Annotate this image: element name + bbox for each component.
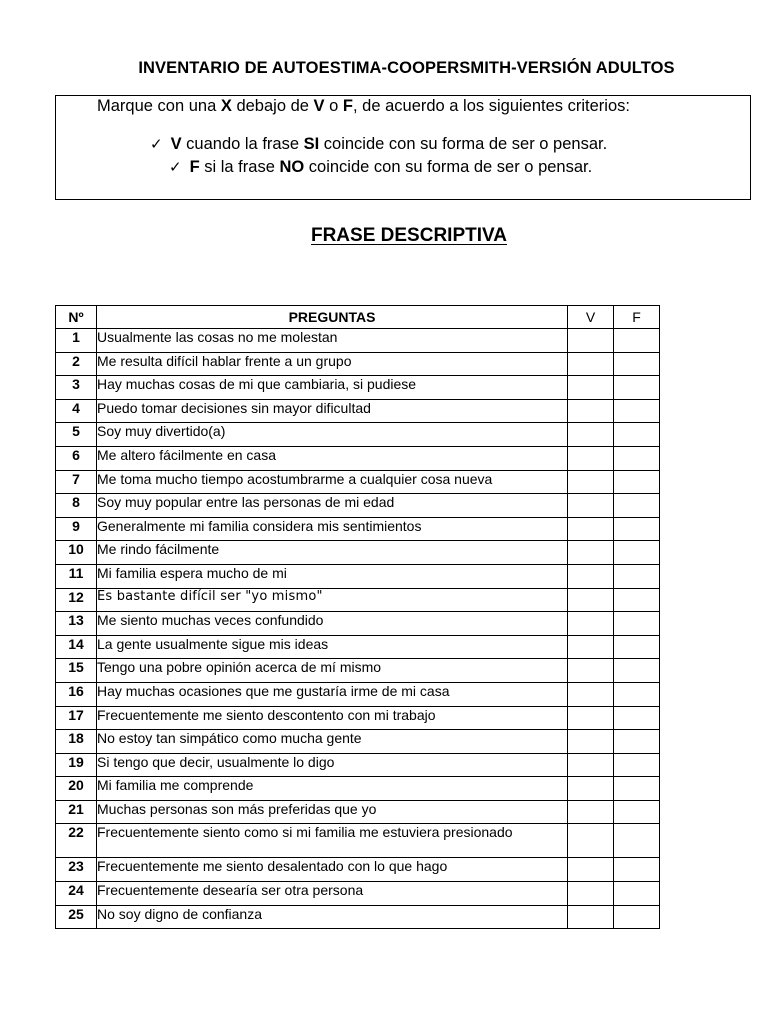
answer-cell-f[interactable] — [614, 423, 660, 447]
instructions-box — [55, 95, 751, 200]
table-row — [56, 706, 660, 730]
question-number: 8 — [56, 494, 97, 518]
answer-cell-f[interactable] — [614, 659, 660, 683]
question-number: 5 — [56, 423, 97, 447]
question-number: 23 — [56, 858, 97, 882]
table-row — [56, 730, 660, 754]
header-number: Nº — [56, 306, 97, 329]
question-number: 12 — [56, 588, 97, 612]
question-text: No estoy tan simpático como mucha gente — [97, 730, 568, 754]
answer-cell-f[interactable] — [614, 882, 660, 906]
answer-cell-v[interactable] — [568, 706, 614, 730]
answer-cell-v[interactable] — [568, 329, 614, 353]
table-row — [56, 446, 660, 470]
answer-cell-f[interactable] — [614, 730, 660, 754]
question-text: Hay muchas ocasiones que me gustaría irme de mi casa — [97, 682, 568, 706]
table-row — [56, 659, 660, 683]
criterion-key: V — [170, 135, 182, 153]
criterion-text: coincide con su forma de ser o pensar. — [319, 135, 608, 153]
answer-cell-f[interactable] — [614, 777, 660, 801]
criterion-v — [150, 135, 607, 154]
header-questions: PREGUNTAS — [97, 306, 568, 329]
instructions-text — [97, 97, 630, 116]
section-heading — [0, 225, 768, 247]
criterion-text: si la frase — [199, 158, 280, 176]
criterion-emphasis: SI — [303, 135, 320, 153]
question-text: Soy muy popular entre las personas de mi edad — [97, 494, 568, 518]
question-number: 7 — [56, 470, 97, 494]
table-row — [56, 882, 660, 906]
question-text: Puedo tomar decisiones sin mayor dificultad — [97, 399, 568, 423]
instructions-middle: debajo de — [231, 97, 314, 115]
criterion-text: cuando la frase — [181, 135, 304, 153]
question-text: Generalmente mi familia considera mis sentimientos — [97, 517, 568, 541]
table-row — [56, 858, 660, 882]
answer-cell-v[interactable] — [568, 564, 614, 588]
answer-cell-f[interactable] — [614, 470, 660, 494]
question-text: Muchas personas son más preferidas que yo — [97, 800, 568, 824]
question-text: Frecuentemente me siento desalentado con lo que hago — [97, 858, 568, 882]
answer-cell-f[interactable] — [614, 494, 660, 518]
table-row — [56, 800, 660, 824]
question-number: 4 — [56, 399, 97, 423]
question-number: 22 — [56, 824, 97, 858]
answer-cell-v[interactable] — [568, 399, 614, 423]
answer-cell-v[interactable] — [568, 777, 614, 801]
instructions-f: F — [342, 97, 353, 115]
answer-cell-v[interactable] — [568, 800, 614, 824]
table-row — [56, 329, 660, 353]
instructions-prefix: Marque con una — [97, 97, 221, 115]
criterion-f — [169, 158, 592, 177]
table-row — [56, 541, 660, 565]
question-number: 24 — [56, 882, 97, 906]
table-header-row — [56, 306, 660, 329]
question-text: Mi familia me comprende — [97, 777, 568, 801]
answer-cell-v[interactable] — [568, 682, 614, 706]
answer-cell-f[interactable] — [614, 446, 660, 470]
question-text: Si tengo que decir, usualmente lo digo — [97, 753, 568, 777]
answer-cell-v[interactable] — [568, 730, 614, 754]
question-number: 17 — [56, 706, 97, 730]
question-text: Frecuentemente desearía ser otra persona — [97, 882, 568, 906]
answer-cell-f[interactable] — [614, 905, 660, 929]
question-text: Soy muy divertido(a) — [97, 423, 568, 447]
instructions-v: V — [313, 97, 325, 115]
checkmark-icon: ✓ — [150, 135, 163, 153]
table-row — [56, 423, 660, 447]
question-number: 16 — [56, 682, 97, 706]
question-number: 6 — [56, 446, 97, 470]
question-number: 20 — [56, 777, 97, 801]
answer-cell-v[interactable] — [568, 659, 614, 683]
answer-cell-f[interactable] — [614, 541, 660, 565]
table-row — [56, 376, 660, 400]
criterion-emphasis: NO — [279, 158, 305, 176]
table-row — [56, 399, 660, 423]
table-row — [56, 905, 660, 929]
question-text: Tengo una pobre opinión acerca de mí mismo — [97, 659, 568, 683]
question-number: 10 — [56, 541, 97, 565]
answer-cell-v[interactable] — [568, 588, 614, 612]
table-row — [56, 470, 660, 494]
answer-cell-v[interactable] — [568, 753, 614, 777]
answer-cell-f[interactable] — [614, 753, 660, 777]
answer-cell-f[interactable] — [614, 376, 660, 400]
table-row — [56, 682, 660, 706]
table-row — [56, 635, 660, 659]
table-row — [56, 352, 660, 376]
question-number: 14 — [56, 635, 97, 659]
answer-cell-v[interactable] — [568, 470, 614, 494]
answer-cell-f[interactable] — [614, 612, 660, 636]
answer-cell-f[interactable] — [614, 329, 660, 353]
table-row — [56, 588, 660, 612]
answer-cell-v[interactable] — [568, 517, 614, 541]
table-row — [56, 564, 660, 588]
header-v: V — [568, 306, 614, 329]
answer-cell-f[interactable] — [614, 858, 660, 882]
section-heading-text: FRASE DESCRIPTIVA — [310, 225, 507, 246]
answer-cell-f[interactable] — [614, 352, 660, 376]
table-row — [56, 777, 660, 801]
question-text: Frecuentemente siento como si mi familia me estuviera presionado — [97, 824, 568, 858]
answer-cell-v[interactable] — [568, 446, 614, 470]
question-number: 18 — [56, 730, 97, 754]
header-f: F — [614, 306, 660, 329]
instructions-x-mark: X — [220, 97, 232, 115]
question-text: La gente usualmente sigue mis ideas — [97, 635, 568, 659]
question-number: 3 — [56, 376, 97, 400]
answer-cell-f[interactable] — [614, 706, 660, 730]
answer-cell-v[interactable] — [568, 882, 614, 906]
answer-cell-f[interactable] — [614, 588, 660, 612]
table-row — [56, 824, 660, 858]
criterion-key: F — [189, 158, 200, 176]
answer-cell-f[interactable] — [614, 635, 660, 659]
answer-cell-v[interactable] — [568, 635, 614, 659]
answer-cell-v[interactable] — [568, 612, 614, 636]
question-text: Hay muchas cosas de mi que cambiaria, si pudiese — [97, 376, 568, 400]
checkmark-icon: ✓ — [169, 158, 182, 176]
question-number: 25 — [56, 905, 97, 929]
answer-cell-f[interactable] — [614, 564, 660, 588]
answer-cell-v[interactable] — [568, 376, 614, 400]
table-row — [56, 517, 660, 541]
question-number: 11 — [56, 564, 97, 588]
question-text: Me toma mucho tiempo acostumbrarme a cualquier cosa nueva — [97, 470, 568, 494]
question-text: Me rindo fácilmente — [97, 541, 568, 565]
table-row — [56, 612, 660, 636]
answer-cell-f[interactable] — [614, 800, 660, 824]
answer-cell-f[interactable] — [614, 682, 660, 706]
question-number: 15 — [56, 659, 97, 683]
answer-cell-f[interactable] — [614, 399, 660, 423]
question-text: Mi familia espera mucho de mi — [97, 564, 568, 588]
question-text: No soy digno de confianza — [97, 905, 568, 929]
question-number: 13 — [56, 612, 97, 636]
question-number: 19 — [56, 753, 97, 777]
answer-cell-v[interactable] — [568, 824, 614, 858]
document-title: INVENTARIO DE AUTOESTIMA-COOPERSMITH-VERSIÓN ADULTOS — [138, 59, 675, 77]
questionnaire-table — [55, 305, 660, 929]
answer-cell-f[interactable] — [614, 824, 660, 858]
question-text: Usualmente las cosas no me molestan — [97, 329, 568, 353]
question-number: 2 — [56, 352, 97, 376]
question-text: Frecuentemente me siento descontento con mi trabajo — [97, 706, 568, 730]
table-row — [56, 494, 660, 518]
criterion-text: coincide con su forma de ser o pensar. — [304, 158, 593, 176]
answer-cell-v[interactable] — [568, 352, 614, 376]
answer-cell-f[interactable] — [614, 517, 660, 541]
answer-cell-v[interactable] — [568, 858, 614, 882]
instructions-or: o — [324, 97, 343, 115]
answer-cell-v[interactable] — [568, 541, 614, 565]
question-number: 1 — [56, 329, 97, 353]
question-text: Me siento muchas veces confundido — [97, 612, 568, 636]
answer-cell-v[interactable] — [568, 423, 614, 447]
question-number: 21 — [56, 800, 97, 824]
question-text: Me altero fácilmente en casa — [97, 446, 568, 470]
question-number: 9 — [56, 517, 97, 541]
answer-cell-v[interactable] — [568, 494, 614, 518]
question-text: Me resulta difícil hablar frente a un grupo — [97, 352, 568, 376]
answer-cell-v[interactable] — [568, 905, 614, 929]
instructions-suffix: , de acuerdo a los siguientes criterios: — [352, 97, 630, 115]
table-row — [56, 753, 660, 777]
question-text: Es bastante difícil ser "yo mismo" — [97, 588, 568, 612]
